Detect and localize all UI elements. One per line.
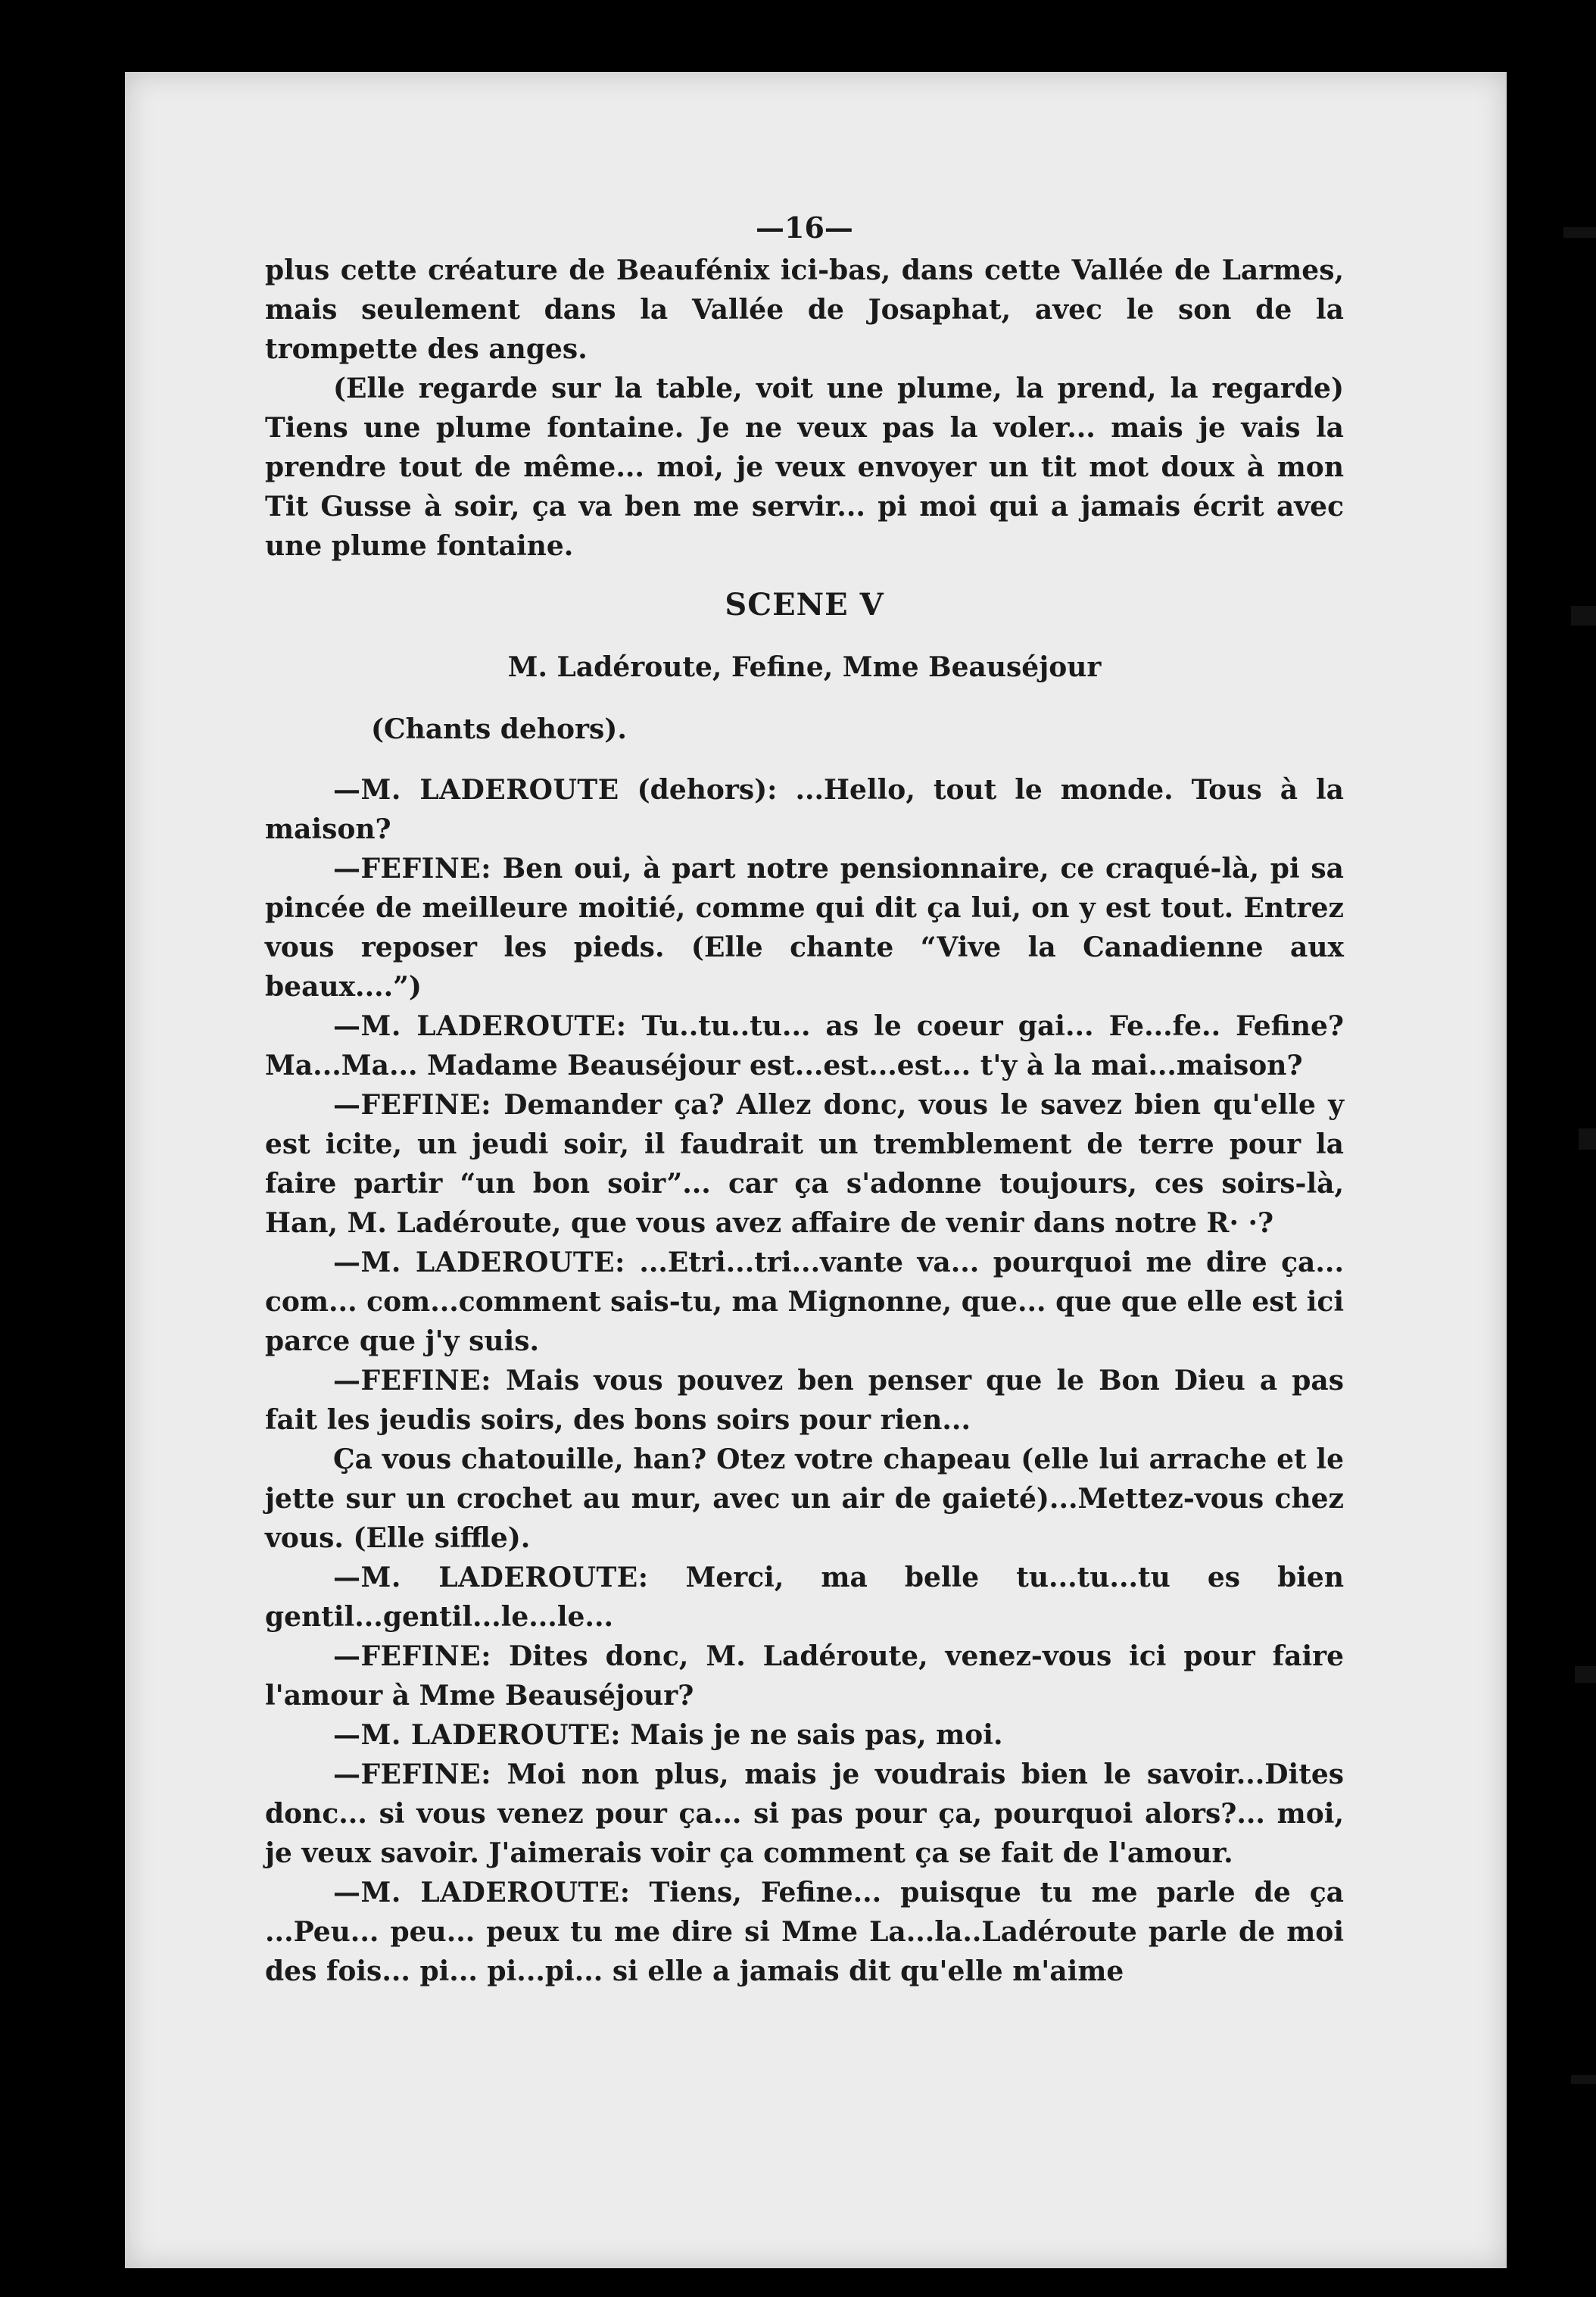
- dialogue-line: [265, 770, 1344, 849]
- scan-edge-mark: [1579, 1128, 1596, 1150]
- line-text: Demander ça? Allez donc, vous le savez bien qu'elle y est icite, un jeudi soir, il faudrait un tremblement de terre pour la faire partir “un bon soir”... car ça s'adonne toujours, ces soirs-là, Han, M. Ladéroute, que vous avez affaire de venir dans notre R· ·?: [265, 1089, 1344, 1239]
- continuation-paragraph: plus cette créature de Beaufénix ici-bas, dans cette Vallée de Larmes, mais seulement dans la Vallée de Josaphat, avec le son de la trompette des anges.: [265, 254, 1344, 365]
- line-text: ...Etri...tri...vante va... pourquoi me dire ça... com... com...comment sais-tu, ma Mignonne, que... que que elle est ici parce que j'y suis.: [265, 1247, 1344, 1357]
- line-text: Ça vous chatouille, han? Otez votre chapeau (elle lui arrache et le jette sur un crochet au mur, avec un air de gaieté)...Mettez-vous chez vous. (Elle siffle).: [265, 1443, 1344, 1554]
- speaker-name: —M. LADEROUTE:: [333, 1247, 625, 1278]
- dialogue: [265, 770, 1344, 1991]
- scan-edge-mark: [1563, 227, 1596, 238]
- speaker-name: —M. LADEROUTE:: [333, 1010, 627, 1042]
- line-text: Tu..tu..tu... as le coeur gai... Fe...fe.. Fefine? Ma...Ma... Madame Beauséjour est...est...est... t'y à la mai...maison?: [265, 1010, 1344, 1081]
- line-text: Ben oui, à part notre pensionnaire, ce craqué-là, pi sa pincée de meilleure moitié, comme qui dit ça lui, on y est tout. Entrez vous reposer les pieds. (Elle chante “Vive la Canadienne aux beaux....”): [265, 853, 1344, 1003]
- dialogue-line: [265, 1558, 1344, 1637]
- line-text: Dites donc, M. Ladéroute, venez-vous ici pour faire l'amour à Mme Beauséjour?: [265, 1640, 1344, 1712]
- speaker-name: —FEFINE:: [333, 1365, 492, 1397]
- stage-paragraph: (Elle regarde sur la table, voit une plume, la prend, la regarde) Tiens une plume fontaine. Je ne veux pas la voler... mais je vais la prendre tout de même... moi, je veux envoyer un tit mot doux à mon Tit Gusse à soir, ça va ben me servir... pi moi qui a jamais écrit avec une plume fontaine.: [265, 373, 1344, 562]
- page-number: —16—: [756, 211, 853, 245]
- page-text-block: [265, 208, 1344, 1991]
- stage-direction: (Chants dehors).: [371, 713, 627, 745]
- line-text: Mais vous pouvez ben penser que le Bon Dieu a pas fait les jeudis soirs, des bons soirs pour rien...: [265, 1365, 1344, 1436]
- character-list: M. Ladéroute, Fefine, Mme Beauséjour: [507, 651, 1102, 683]
- speaker-name: —M. LADEROUTE:: [333, 1562, 649, 1593]
- line-text: (dehors): ...Hello, tout le monde. Tous à la maison?: [265, 774, 1344, 845]
- dialogue-line: [265, 1440, 1344, 1558]
- speaker-name: —M. LADEROUTE:: [333, 1877, 631, 1908]
- dialogue-line: [265, 1637, 1344, 1715]
- speaker-name: —FEFINE:: [333, 1089, 492, 1121]
- dialogue-line: [265, 1873, 1344, 1991]
- line-text: Tiens, Fefine... puisque tu me parle de ça ...Peu... peu... peux tu me dire si Mme La...la..Ladéroute parle de moi des fois... pi... pi...pi... si elle a jamais dit qu'elle m'aime: [265, 1877, 1344, 1987]
- dialogue-line: [265, 1715, 1344, 1755]
- speaker-name: —FEFINE:: [333, 853, 492, 885]
- dialogue-line: [265, 1361, 1344, 1440]
- scanned-page: [125, 72, 1507, 2268]
- speaker-name: —M. LADEROUTE: [333, 774, 619, 806]
- dialogue-line: [265, 849, 1344, 1006]
- speaker-name: —FEFINE:: [333, 1640, 492, 1672]
- line-text: Mais je ne sais pas, moi.: [621, 1719, 1003, 1751]
- dialogue-line: [265, 1243, 1344, 1361]
- dialogue-line: [265, 1006, 1344, 1085]
- scan-edge-mark: [1571, 2075, 1596, 2084]
- speaker-name: —M. LADEROUTE:: [333, 1719, 622, 1751]
- line-text: Moi non plus, mais je voudrais bien le savoir...Dites donc... si vous venez pour ça... si pas pour ça, pourquoi alors?... moi, je veux savoir. J'aimerais voir ça comment ça se fait de l'amour.: [265, 1759, 1344, 1869]
- dialogue-line: [265, 1085, 1344, 1243]
- speaker-name: —FEFINE:: [333, 1759, 492, 1790]
- scene-title: SCENE V: [725, 587, 884, 623]
- dialogue-line: [265, 1755, 1344, 1873]
- line-text: Merci, ma belle tu...tu...tu es bien gentil...gentil...le...le...: [265, 1562, 1344, 1633]
- scan-edge-mark: [1571, 606, 1596, 626]
- scan-edge-mark: [1575, 1666, 1596, 1683]
